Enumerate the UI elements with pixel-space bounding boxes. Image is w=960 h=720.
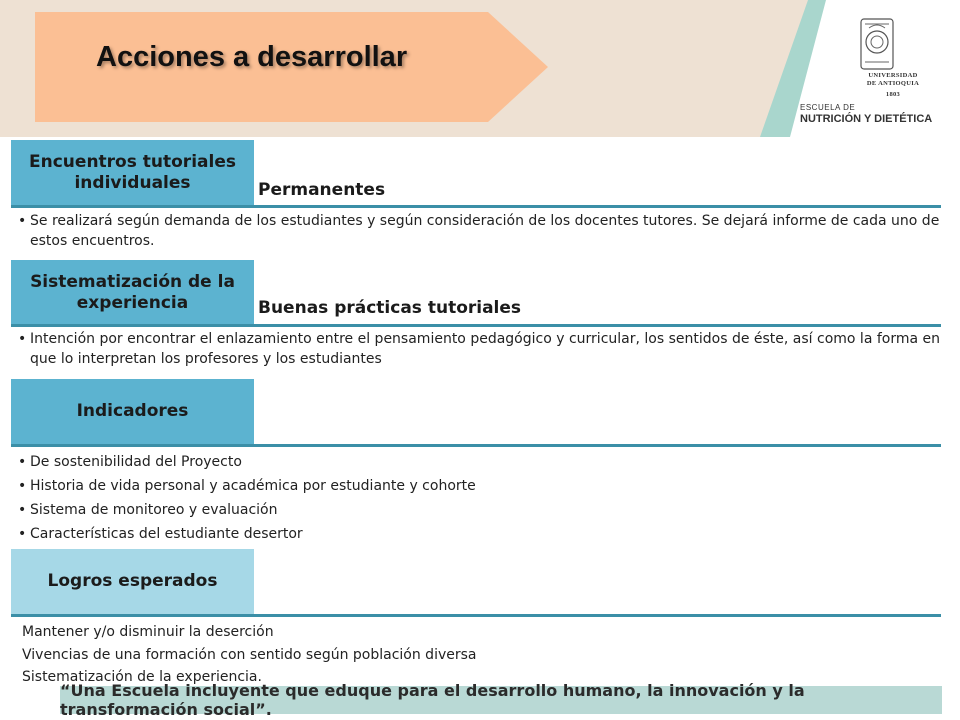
page-title: Acciones a desarrollar <box>96 41 408 73</box>
school-prefix: ESCUELA DE <box>800 103 856 112</box>
footer-quote: “Una Escuela incluyente que eduque para el desarrollo humano, la innovación y la transformación social”. <box>60 686 942 714</box>
university-seal-icon <box>860 18 894 80</box>
school-name: NUTRICIÓN Y DIETÉTICA <box>800 113 933 125</box>
university-name-line2: DE ANTIOQUIA <box>866 80 920 87</box>
section-tab-sistematizacion: Sistematización de la experiencia <box>11 260 254 326</box>
list-item: • Características del estudiante desertor <box>18 522 943 546</box>
section-divider <box>11 205 941 208</box>
list-item: • Historia de vida personal y académica por estudiante y cohorte <box>18 474 943 498</box>
list-item: • Se realizará según demanda de los estudiantes y según consideración de los docentes tutores. Se dejará informe de cada uno de estos encuentros. <box>18 211 943 251</box>
list-item: • Intención por encontrar el enlazamiento entre el pensamiento pedagógico y curricular, los sentidos de éste, así como la forma en que lo interpretan los profesores y los estudiantes <box>18 329 943 369</box>
section-divider <box>11 614 941 617</box>
university-name-line1: UNIVERSIDAD <box>868 72 918 79</box>
university-year: 1803 <box>885 91 901 98</box>
header-banner <box>0 0 960 137</box>
results-list <box>22 621 477 689</box>
university-logo <box>798 14 948 134</box>
section-bullet-list <box>18 329 943 369</box>
section-heading-buenas-practicas: Buenas prácticas tutoriales <box>258 298 522 318</box>
list-item: • De sostenibilidad del Proyecto <box>18 450 943 474</box>
section-tab-logros: Logros esperados <box>11 549 254 615</box>
section-bullet-list <box>18 450 943 546</box>
section-divider <box>11 444 941 447</box>
section-bullet-list <box>18 211 943 251</box>
section-tab-indicadores: Indicadores <box>11 379 254 445</box>
list-item: Vivencias de una formación con sentido según población diversa <box>22 646 477 663</box>
list-item: Mantener y/o disminuir la deserción <box>22 624 274 640</box>
section-heading-permanentes: Permanentes <box>258 180 386 200</box>
list-item: Sistematización de la experiencia. <box>22 669 262 685</box>
section-divider <box>11 324 941 327</box>
list-item: • Sistema de monitoreo y evaluación <box>18 498 943 522</box>
section-tab-encuentros: Encuentros tutoriales individuales <box>11 140 254 206</box>
